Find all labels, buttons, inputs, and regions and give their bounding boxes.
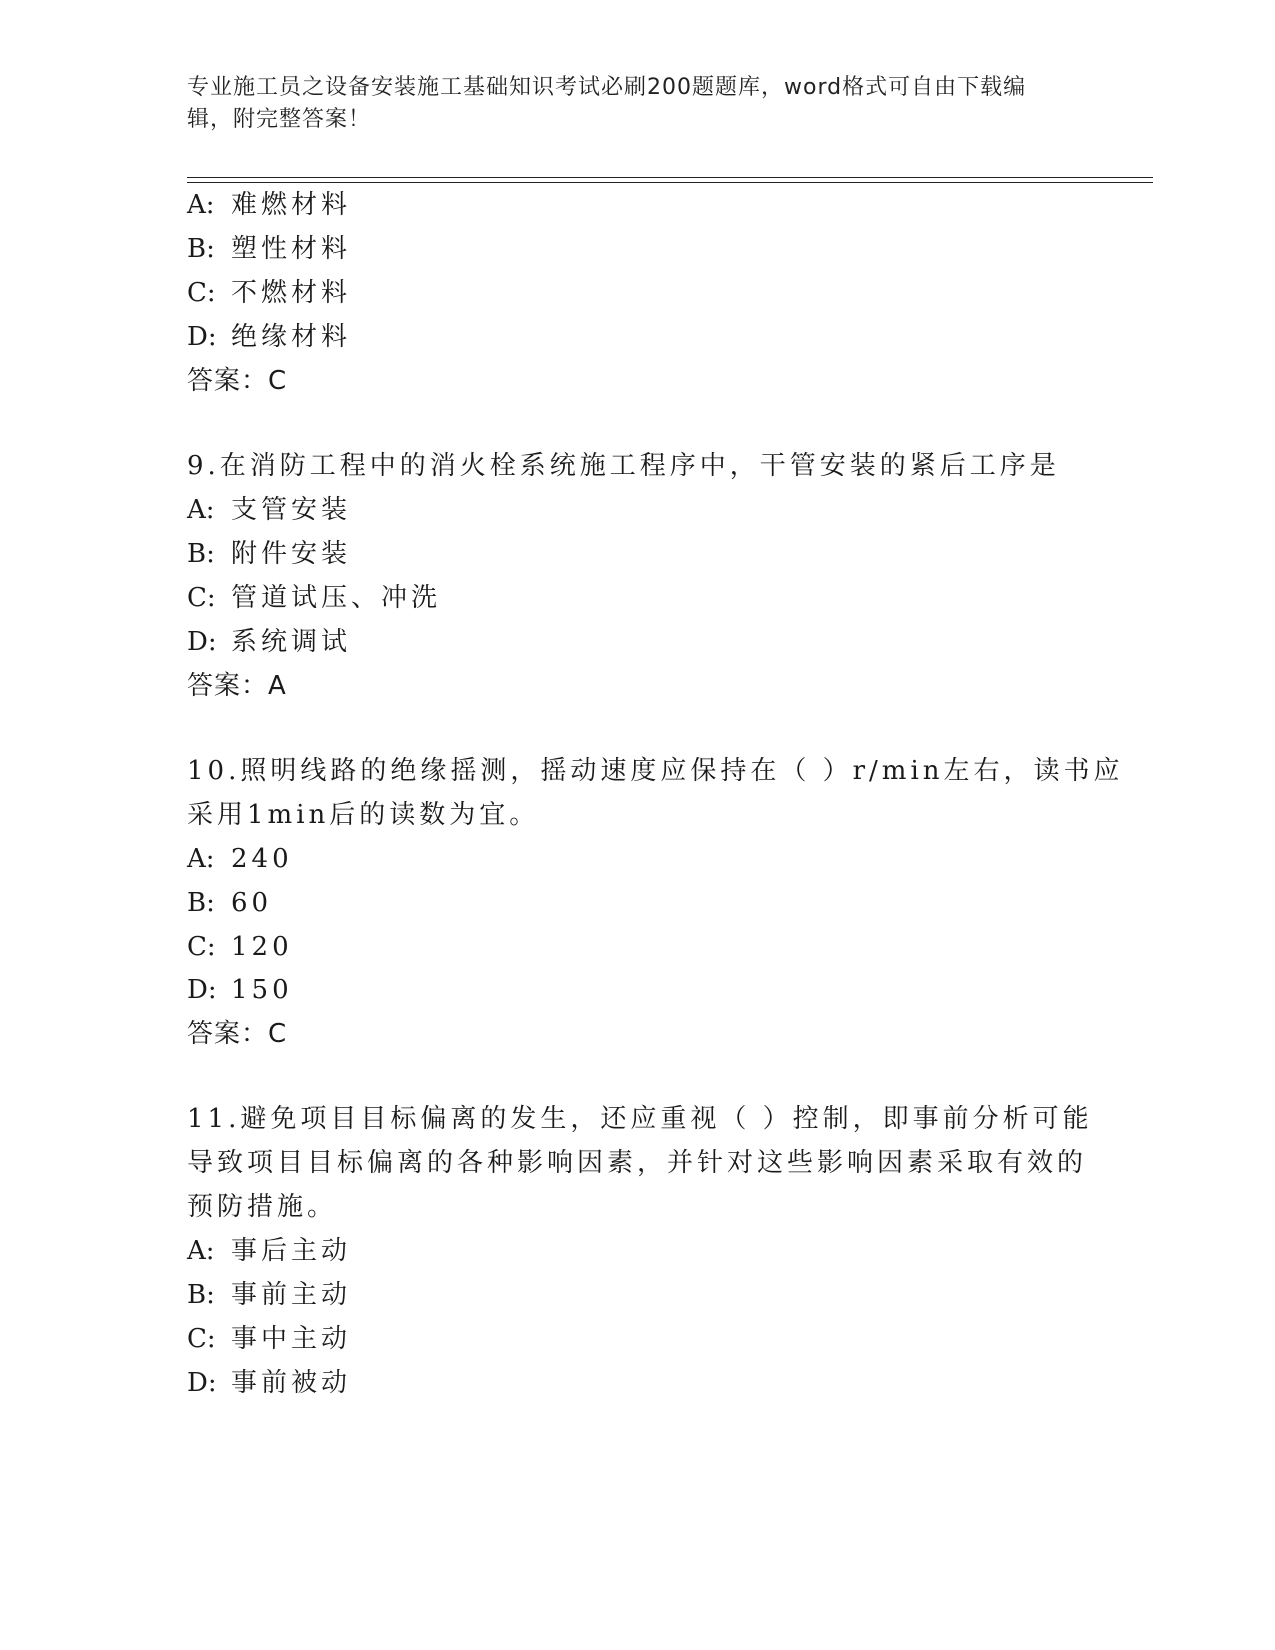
- q10-question-line-2: 采用1min后的读数为宜。: [187, 800, 540, 830]
- q9-option-b: B: 附件安装: [187, 539, 352, 569]
- q8-option-b: B: 塑性材料: [187, 234, 352, 264]
- q11-option-b: B: 事前主动: [187, 1280, 352, 1310]
- header-rule-bottom: [187, 182, 1153, 183]
- q11-question-line-3: 预防措施。: [187, 1192, 338, 1222]
- q10-option-d: D: 150: [187, 975, 293, 1005]
- q10-answer: 答案：C: [187, 1019, 288, 1049]
- q11-option-d: D: 事前被动: [187, 1368, 352, 1398]
- q11-option-a: A: 事后主动: [187, 1236, 352, 1266]
- q8-option-d: D: 绝缘材料: [187, 322, 352, 352]
- q11-option-c: C: 事中主动: [187, 1324, 352, 1354]
- q9-option-a: A: 支管安装: [187, 495, 352, 525]
- q8-answer: 答案：C: [187, 366, 288, 396]
- q8-option-c: C: 不燃材料: [187, 278, 352, 308]
- q9-option-d: D: 系统调试: [187, 627, 352, 657]
- q10-option-a: A: 240: [187, 844, 293, 874]
- q9-answer: 答案：A: [187, 671, 287, 701]
- q10-option-c: C: 120: [187, 932, 293, 962]
- q11-question-line-2: 导致项目目标偏离的各种影响因素，并针对这些影响因素采取有效的: [187, 1148, 1088, 1178]
- q9-question: 9.在消防工程中的消火栓系统施工程序中，干管安装的紧后工序是: [187, 451, 1060, 481]
- q8-option-a: A: 难燃材料: [187, 190, 352, 220]
- header-rule-top: [187, 177, 1153, 178]
- document-header-title: 专业施工员之设备安装施工基础知识考试必刷200题题库，word格式可自由下载编辑，附完整答案！: [187, 75, 1027, 132]
- q10-option-b: B: 60: [187, 888, 273, 918]
- q11-question-line-1: 11.避免项目目标偏离的发生，还应重视（ ）控制，即事前分析可能: [187, 1104, 1093, 1134]
- q10-question-line-1: 10.照明线路的绝缘摇测，摇动速度应保持在（ ）r/min左右，读书应: [187, 756, 1124, 786]
- q9-option-c: C: 管道试压、冲洗: [187, 583, 442, 613]
